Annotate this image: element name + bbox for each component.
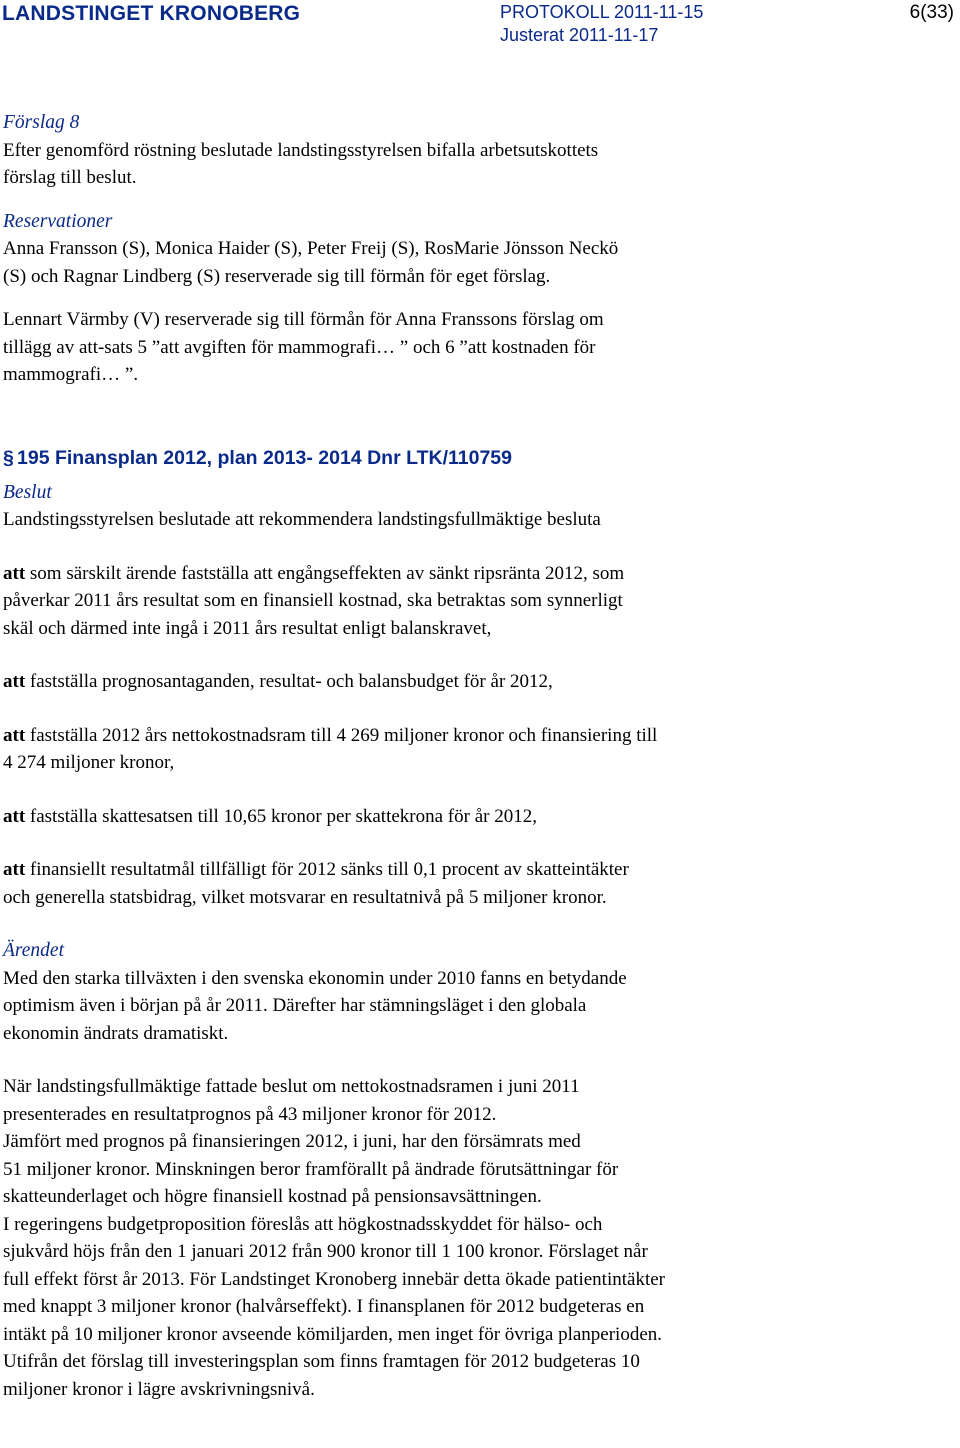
arendet-line: När landstingsfullmäktige fattade beslut om nettokostnadsramen i juni 2011 [3, 1076, 580, 1097]
section-title [3, 443, 953, 473]
arendet-line: full effekt först år 2013. För Landstinget Kronoberg innebär detta ökade patientintäkter [3, 1268, 665, 1290]
att-keyword: att [3, 671, 26, 692]
arendet-line: Utifrån det förslag till investeringsplan som finns framtagen för 2012 budgeteras 10 [3, 1351, 640, 1372]
justerat-date: Justerat 2011-11-17 [500, 25, 659, 45]
beslut-heading: Beslut [3, 481, 52, 503]
att-keyword: att [3, 859, 26, 880]
att-keyword: att [3, 562, 26, 584]
reservation-line: tillägg av att-sats 5 ”att avgiften för mammografi… ” och 6 ”att kostnaden för [3, 336, 596, 358]
reservation-line: Lennart Värmby (V) reserverade sig till förmån för Anna Franssons förslag om [3, 309, 604, 330]
att-clause-line: att fastställa prognosantaganden, resultat- och balansbudget för år 2012, [3, 671, 553, 692]
arendet-paragraph-1 [3, 965, 953, 1048]
att-keyword: att [3, 724, 26, 746]
page-header [0, 0, 960, 48]
section-title-text: 195 Finansplan 2012, plan 2013- 2014 Dnr LTK/110759 [17, 446, 512, 469]
arendet-line: I regeringens budgetproposition föreslås att högkostnadsskyddet för hälso- och [3, 1213, 603, 1235]
att-clause-line: att fastställa skattesatsen till 10,65 kronor per skattekrona för år 2012, [3, 805, 537, 827]
att-clause-line: och generella statsbidrag, vilket motsvarar en resultatnivå på 5 miljoner kronor. [3, 886, 607, 908]
arendet-line: skatteunderlaget och högre finansiell kostnad på pensionsavsättningen. [3, 1186, 542, 1207]
arendet-paragraph-2 [3, 1073, 953, 1403]
arendet-line: ekonomin ändrats dramatiskt. [3, 1022, 229, 1044]
att-clause-line: att fastställa 2012 års nettokostnadsram till 4 269 miljoner kronor och finansiering till [3, 724, 658, 746]
arendet-line: Jämfört med prognos på finansieringen 2012, i juni, har den försämrats med [3, 1131, 581, 1152]
att-clause-line: skäl och därmed inte ingå i 2011 års resultat enligt balanskravet, [3, 617, 492, 639]
beslut-intro: Landstingsstyrelsen beslutade att rekommendera landstingsfullmäktige besluta [3, 509, 601, 530]
reservation-line: mammografi… ”. [3, 364, 139, 385]
att-clause-line: 4 274 miljoner kronor, [3, 752, 175, 773]
arendet-line: med knappt 3 miljoner kronor (halvårseffekt). I finansplanen för 2012 budgeteras en [3, 1296, 645, 1317]
protocol-date: PROTOKOLL 2011-11-15 [500, 2, 704, 22]
reservationer-heading: Reservationer [3, 210, 113, 232]
arendet-line: optimism även i början på år 2011. Därefter har stämningsläget i den globala [3, 995, 587, 1016]
arendet-line: 51 miljoner kronor. Minskningen beror framförallt på ändrade förutsättningar för [3, 1158, 619, 1180]
document-body [3, 109, 953, 1403]
organization-name: LANDSTINGET KRONOBERG [2, 2, 301, 25]
arendet-line: miljoner kronor i lägre avskrivningsnivå. [3, 1378, 315, 1400]
forslag8-heading: Förslag 8 [3, 112, 80, 133]
att-clause-line: att finansiellt resultatmål tillfälligt för 2012 sänks till 0,1 procent av skatteintäkter [3, 859, 629, 880]
arendet-line: sjukvård höjs från den 1 januari 2012 från 900 kronor till 1 100 kronor. Förslaget når [3, 1241, 648, 1262]
arendet-heading: Ärendet [3, 940, 65, 961]
forslag8-line: Efter genomförd röstning beslutade landstingsstyrelsen bifalla arbetsutskottets [3, 139, 599, 161]
arendet-line: presenterades en resultatprognos på 43 miljoner kronor för 2012. [3, 1103, 497, 1125]
reservation-line: (S) och Ragnar Lindberg (S) reserverade sig till förmån för eget förslag. [3, 265, 551, 287]
paragraph-sign: § [3, 446, 14, 469]
arendet-line: Med den starka tillväxten i den svenska ekonomin under 2010 fanns en betydande [3, 967, 627, 989]
reservation-line: Anna Fransson (S), Monica Haider (S), Peter Freij (S), RosMarie Jönsson Neckö [3, 238, 619, 259]
att-clause-line: att som särskilt ärende fastställa att engångseffekten av sänkt ripsränta 2012, som [3, 562, 625, 584]
att-keyword: att [3, 805, 26, 827]
arendet-line: intäkt på 10 miljoner kronor avseende kömiljarden, men inget för övriga planperioden. [3, 1323, 662, 1345]
forslag8-line: förslag till beslut. [3, 167, 137, 188]
att-clause-line: påverkar 2011 års resultat som en finansiell kostnad, ska betraktas som synnerligt [3, 590, 623, 611]
page-number: 6(33) [909, 2, 954, 23]
